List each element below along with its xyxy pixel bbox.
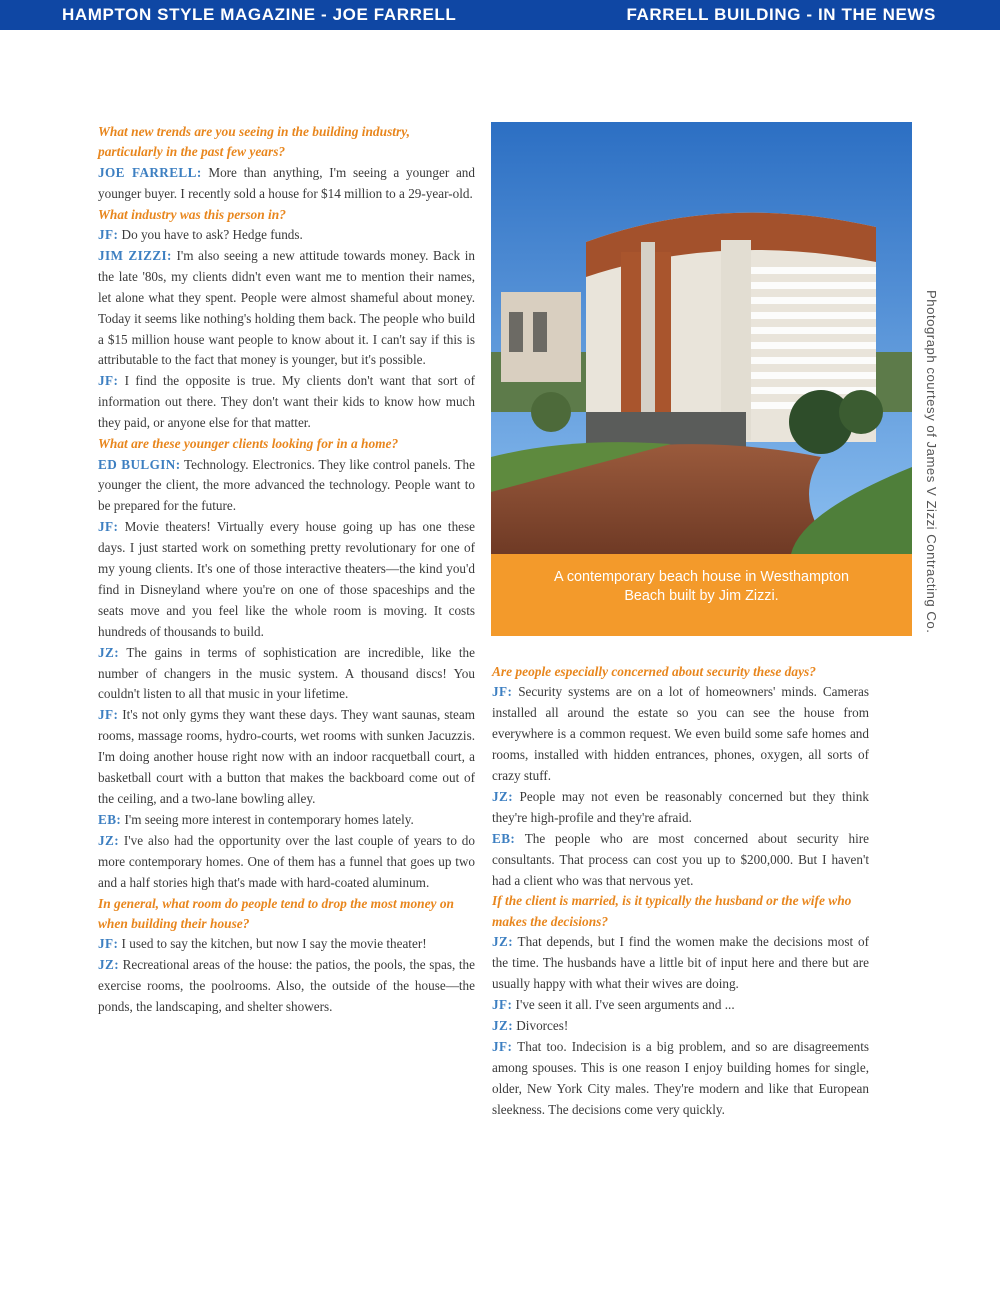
speaker-name: JZ: (492, 1017, 513, 1033)
answer-text: Recreational areas of the house: the patios, the pools, the spas, the exercise rooms, the poolrooms. Also, the outside of the house—the ponds, the landscaping, and shelter showers. (98, 957, 475, 1015)
interview-question: What industry was this person in? (98, 206, 286, 222)
speaker-name: JOE FARRELL: (98, 164, 202, 180)
interview-answer (98, 934, 475, 955)
interview-question: Are people especially concerned about security these days? (492, 664, 816, 679)
photo-caption (501, 568, 902, 606)
speaker-name: JF: (98, 373, 119, 389)
caption-line-2: Beach built by Jim Zizzi. (624, 588, 779, 604)
answer-text: I've seen it all. I've seen arguments and ... (512, 997, 735, 1012)
speaker-name: JZ: (98, 957, 119, 973)
header-left-title: HAMPTON STYLE MAGAZINE - JOE FARRELL (62, 5, 457, 24)
answer-text: More than anything, I'm seeing a younger and younger buyer. I recently sold a house for $14 million to a 29-year-old. (98, 164, 475, 201)
answer-text: Technology. Electronics. They like control panels. The younger the client, the more advanced the technology. People want to be prepared for the future. (98, 456, 475, 514)
interview-answer (98, 643, 475, 706)
interview-answer (98, 371, 475, 434)
answer-text: People may not even be reasonably concerned but they think they're high-profile and they're afraid. (492, 788, 869, 825)
answer-text: I've also had the opportunity over the last couple of years to do more contemporary homes. One of them has a funnel that goes up two and a half stories high that's made with hard-coated aluminum. (98, 832, 475, 890)
speaker-name: JF: (98, 227, 119, 243)
interview-answer (492, 932, 869, 995)
answer-text: That too. Indecision is a big problem, and so are disagreements among spouses. This is one reason I enjoy building homes for single, older, New York City males. They're modern and like that European sleekness. The decisions come very quickly. (492, 1038, 869, 1117)
speaker-name: ED BULGIN: (98, 456, 181, 472)
speaker-name: JF: (492, 684, 513, 700)
right-column (492, 662, 869, 1120)
interview-question: What new trends are you seeing in the building industry, particularly in the past few years? (98, 124, 411, 160)
interview-answer (98, 246, 475, 371)
interview-answer (98, 810, 475, 831)
answer-text: I used to say the kitchen, but now I say the movie theater! (118, 936, 427, 952)
photo-card (491, 122, 912, 636)
header-right-title: FARRELL BUILDING - IN THE NEWS (626, 5, 936, 24)
caption-line-1: A contemporary beach house in Westhampton (554, 569, 849, 585)
interview-answer (98, 455, 475, 518)
interview-answer (98, 705, 475, 810)
speaker-name: JZ: (492, 788, 513, 804)
interview-answer (98, 955, 475, 1018)
speaker-name: JF: (98, 707, 119, 723)
speaker-name: JF: (98, 936, 119, 952)
page-header (0, 0, 1000, 30)
answer-text: I find the opposite is true. My clients don't want that sort of information out there. They don't want their kids to know how much they paid, or anyone else for that matter. (98, 373, 475, 431)
speaker-name: EB: (492, 830, 516, 846)
interview-answer (492, 829, 869, 892)
answer-text: Security systems are on a lot of homeowners' minds. Cameras installed all around the estate so you can see the house from everywhere is a common request. We even build some safe homes and rooms, installed with hidden entrances, phones, oxygen, all sorts of crazy stuff. (492, 684, 869, 784)
answer-text: The people who are most concerned about security hire consultants. That process can cost you up to $200,000. But I haven't had a client who was that nervous yet. (492, 830, 869, 888)
interview-answer (98, 163, 475, 205)
speaker-name: JF: (492, 1038, 513, 1054)
speaker-name: JZ: (492, 934, 513, 950)
left-column (98, 122, 475, 1018)
interview-answer (492, 1037, 869, 1121)
speaker-name: JZ: (98, 832, 119, 848)
answer-text: That depends, but I find the women make the decisions most of the time. The husbands have a little bit of input here and there but are usually happy with what their wives are doing. (492, 934, 869, 992)
speaker-name: JF: (492, 997, 513, 1012)
interview-answer (98, 831, 475, 894)
interview-answer (98, 517, 475, 642)
interview-answer (492, 682, 869, 787)
answer-text: I'm also seeing a new attitude towards money. Back in the late '80s, my clients didn't even want me to mention their names, let alone what they spent. People were almost shameful about money. Today it seems like nothing's holding them back. The people who build a $15 million house want people to know about it. I can't say if this is attributable to the fact that money is younger, but it's possible. (98, 247, 475, 368)
answer-text: Movie theaters! Virtually every house going up has one these days. I just started work on something pretty revolutionary for one of my young clients. It's one of those interactive theaters—the kind you'd find in Disneyland where you're on one of those spaceships and the seats move and you feel like the whole room is moving. It costs hundreds of thousands to build. (98, 519, 475, 639)
interview-answer (492, 787, 869, 829)
answer-text: I'm seeing more interest in contemporary homes lately. (121, 811, 414, 827)
photo-credit-text: Photograph courtesy of James V Zizzi Contracting Co. (924, 290, 939, 634)
house-photo (491, 122, 912, 554)
photo-credit (921, 290, 941, 640)
interview-question: If the client is married, is it typically the husband or the wife who makes the decisions? (492, 893, 852, 929)
speaker-name: JIM ZIZZI: (98, 247, 172, 263)
speaker-name: JF: (98, 519, 119, 535)
interview-answer (492, 995, 869, 1016)
speaker-name: EB: (98, 811, 122, 827)
interview-question: What are these younger clients looking for in a home? (98, 436, 399, 452)
answer-text: The gains in terms of sophistication are incredible, like the number of changers in the music system. A thousand discs! You couldn't listen to all that music in your lifetime. (98, 644, 475, 702)
speaker-name: JZ: (98, 644, 119, 660)
answer-text: It's not only gyms they want these days. They want saunas, steam rooms, massage rooms, hydro-courts, wet rooms with sunken Jacuzzis. I'm doing another house right now with an indoor racquetball court, a basketball court with a button that makes the backboard come out of the ceiling, and a two-lane bowling alley. (98, 707, 475, 806)
answer-text: Divorces! (512, 1017, 569, 1033)
interview-answer (98, 225, 475, 246)
answer-text: Do you have to ask? Hedge funds. (118, 227, 303, 243)
interview-answer (492, 1016, 869, 1037)
interview-question: In general, what room do people tend to drop the most money on when building their house? (98, 895, 454, 931)
